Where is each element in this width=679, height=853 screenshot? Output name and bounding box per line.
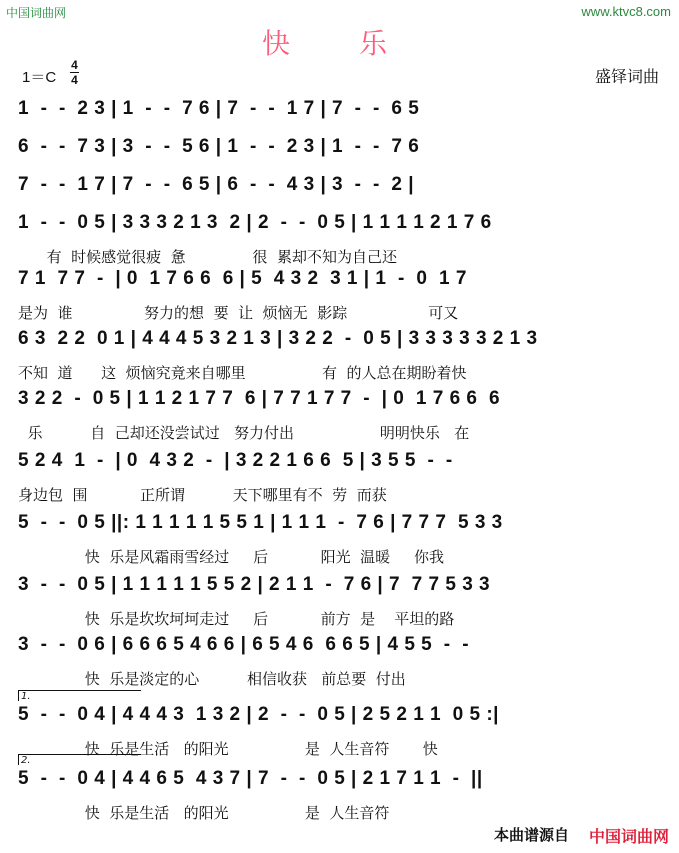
staff-lyrics: 有 时候感觉很疲 惫 很 累却不知为自己还 <box>18 248 397 266</box>
staff-notes: 5 - - 0 4 | 4 4 4 3 1 3 2 | 2 - - 0 5 | 2 5 2 1 1 0 5 :| <box>18 704 499 725</box>
staff <box>18 634 662 690</box>
footer-source-label: 本曲谱源自 <box>493 826 569 844</box>
time-signature-bottom: 4 <box>71 73 78 87</box>
second-ending-mark: 2. <box>18 754 141 765</box>
staff <box>18 512 662 568</box>
staff-lyrics: 快 乐是风霜雨雪经过 后 阳光 温暖 你我 <box>18 548 444 566</box>
staff-lyrics: 快 乐是淡定的心 相信收获 前总要 付出 <box>18 670 406 688</box>
time-signature <box>70 58 79 87</box>
key-signature: 1＝C <box>22 69 57 86</box>
staff-notes: 6 3 2 2 0 1 | 4 4 4 5 3 2 1 3 | 3 2 2 - 0 5 | 3 3 3 3 3 2 1 3 <box>18 328 538 349</box>
first-ending-mark: 1. <box>18 690 141 701</box>
staff <box>18 574 662 630</box>
time-signature-top: 4 <box>71 58 78 72</box>
staff <box>18 212 662 268</box>
song-title: 快 乐 <box>262 27 417 60</box>
staff-notes: 5 - - 0 4 | 4 4 6 5 4 3 7 | 7 - - 0 5 | 2 1 7 1 1 - || <box>18 768 483 789</box>
staff-lyrics: 乐 自 己却还没尝试过 努力付出 明明快乐 在 <box>18 424 470 442</box>
staff <box>18 328 662 384</box>
footer-brand-link[interactable]: 中国词曲网 <box>588 827 669 846</box>
staff <box>18 388 662 444</box>
staff-notes: 3 - - 0 5 | 1 1 1 1 1 5 5 2 | 2 1 1 - 7 6 | 7 7 7 5 3 3 <box>18 574 491 595</box>
staff <box>18 691 662 760</box>
staff-notes: 3 2 2 - 0 5 | 1 1 2 1 7 7 6 | 7 7 1 7 7 - | 0 1 7 6 6 6 <box>18 388 501 409</box>
staff-lyrics: 快 乐是生活 的阳光 是 人生音符 快 <box>18 740 438 758</box>
staff <box>18 268 662 324</box>
staff-notes: 1 - - 0 5 | 3 3 3 2 1 3 2 | 2 - - 0 5 | 1 1 1 1 2 1 7 6 <box>18 212 492 233</box>
staff <box>18 450 662 506</box>
credit: 盛铎词曲 <box>594 67 659 86</box>
watermark-left: 中国词曲网 <box>6 6 67 20</box>
staff-notes: 7 - - 1 7 | 7 - - 6 5 | 6 - - 4 3 | 3 - - 2 | <box>18 174 415 195</box>
staff-notes: 5 - - 0 5 ||: 1 1 1 1 1 5 5 1 | 1 1 1 - 7 6 | 7 7 7 5 3 3 <box>18 512 503 533</box>
staff-notes: 3 - - 0 6 | 6 6 6 5 4 6 6 | 6 5 4 6 6 6 5 | 4 5 5 - - <box>18 634 470 655</box>
staff <box>18 755 662 824</box>
staff-notes: 1 - - 2 3 | 1 - - 7 6 | 7 - - 1 7 | 7 - - 6 5 <box>18 98 420 119</box>
staff-notes: 5 2 4 1 - | 0 4 3 2 - | 3 2 2 1 6 6 5 | 3 5 5 - - <box>18 450 453 471</box>
staff-lyrics: 快 乐是生活 的阳光 是 人生音符 <box>18 804 390 822</box>
staff-notes: 6 - - 7 3 | 3 - - 5 6 | 1 - - 2 3 | 1 - - 7 6 <box>18 136 420 157</box>
staff-lyrics: 不知 道 这 烦恼究竟来自哪里 有 的人总在期盼着快 <box>18 364 467 382</box>
staff-lyrics: 身边包 围 正所谓 天下哪里有不 劳 而获 <box>18 486 387 504</box>
staff-lyrics: 是为 谁 努力的想 要 让 烦恼无 影踪 可又 <box>18 304 459 322</box>
staff-lyrics: 快 乐是坎坎坷坷走过 后 前方 是 平坦的路 <box>18 610 455 628</box>
watermark-right: www.ktvc8.com <box>581 4 671 19</box>
staff-notes: 7 1 7 7 - | 0 1 7 6 6 6 | 5 4 3 2 3 1 | 1 - 0 1 7 <box>18 268 467 289</box>
